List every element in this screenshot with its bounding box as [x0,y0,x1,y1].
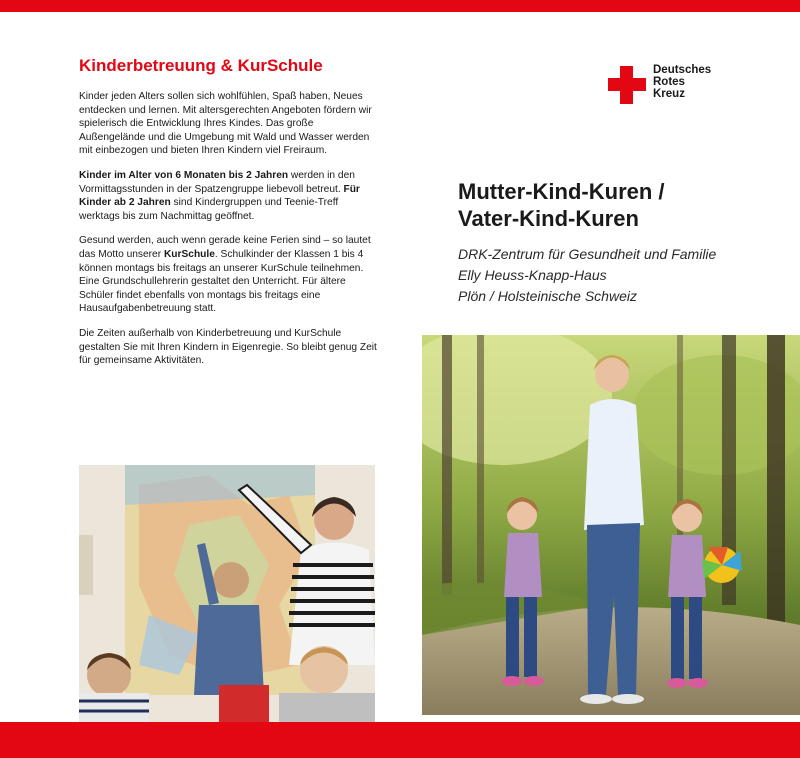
title-line-1: Mutter-Kind-Kuren / [458,179,665,204]
kurschule-paragraph [79,234,379,316]
age-groups-bold-1: Kinder im Alter von 6 Monaten bis 2 Jahren [79,169,289,181]
subtitle-line-2: Elly Heuss-Knapp-Haus [458,267,607,283]
age-groups-text-1: werden in den Vormittagsstunden in der Spatzengruppe liebevoll betreut. [79,169,355,195]
kurschule-bold: KurSchule [163,248,215,260]
age-groups-bold-2: Für Kinder ab 2 Jahren [79,183,360,209]
top-red-bar [0,0,800,12]
drk-logo [608,64,738,104]
title-line-2: Vater-Kind-Kuren [458,206,639,231]
kurschule-text-1: Gesund werden, auch wenn gerade keine Ferien sind – so lautet das Motto unserer [79,235,371,260]
subtitle-line-3: Plön / Holsteinische Schweiz [458,288,637,304]
bottom-red-bar [0,722,800,758]
main-title [458,178,788,232]
kurschule-text-2: . Schulkinder der Klassen 1 bis 4 können montags bis freitags an unserer KurSchule teilnehmen. Eine Grundschullehrerin gestaltet den Unterricht. Für ältere Schüler findet ebenfalls von montags bis freitags eine Hausaufgabenbetreuung statt. [79,248,364,315]
age-groups-paragraph [79,169,379,223]
age-groups-text-2: sind Kindergruppen und Teenie-Treff werktags bis zum Nachmittag geöffnet. [79,197,339,222]
left-column [79,56,379,379]
intro-paragraph: Kinder jeden Alters sollen sich wohlfühlen, Spaß haben, Neues entdecken und lernen. Mit altersgerechten Angeboten fördern wir spielerisch die Entwicklung Ihres Kindes. Das große Außengelände und die Umgebung mit Wald und Wasser werden mit einbezogen und bieten Ihren Kindern viel Freiraum. [79,91,372,157]
subtitle-line-1: DRK-Zentrum für Gesundheit und Familie [458,246,717,262]
free-time-paragraph: Die Zeiten außerhalb von Kinderbetreuung und KurSchule gestalten Sie mit Ihren Kindern in Eigenregie. So bleibt genug Zeit für gemeinsame Aktivitäten. [79,327,377,367]
logo-line-2: Rotes [653,76,685,88]
logo-line-1: Deutsches [653,64,712,76]
title-block [458,178,788,307]
subtitle [458,244,788,307]
logo-line-3: Kreuz [653,88,685,100]
classroom-map-photo [79,465,375,722]
family-forest-photo [422,335,800,715]
red-cross-icon [608,66,646,104]
logo-wordmark [653,64,711,100]
section-heading: Kinderbetreuung & KurSchule [79,56,323,75]
